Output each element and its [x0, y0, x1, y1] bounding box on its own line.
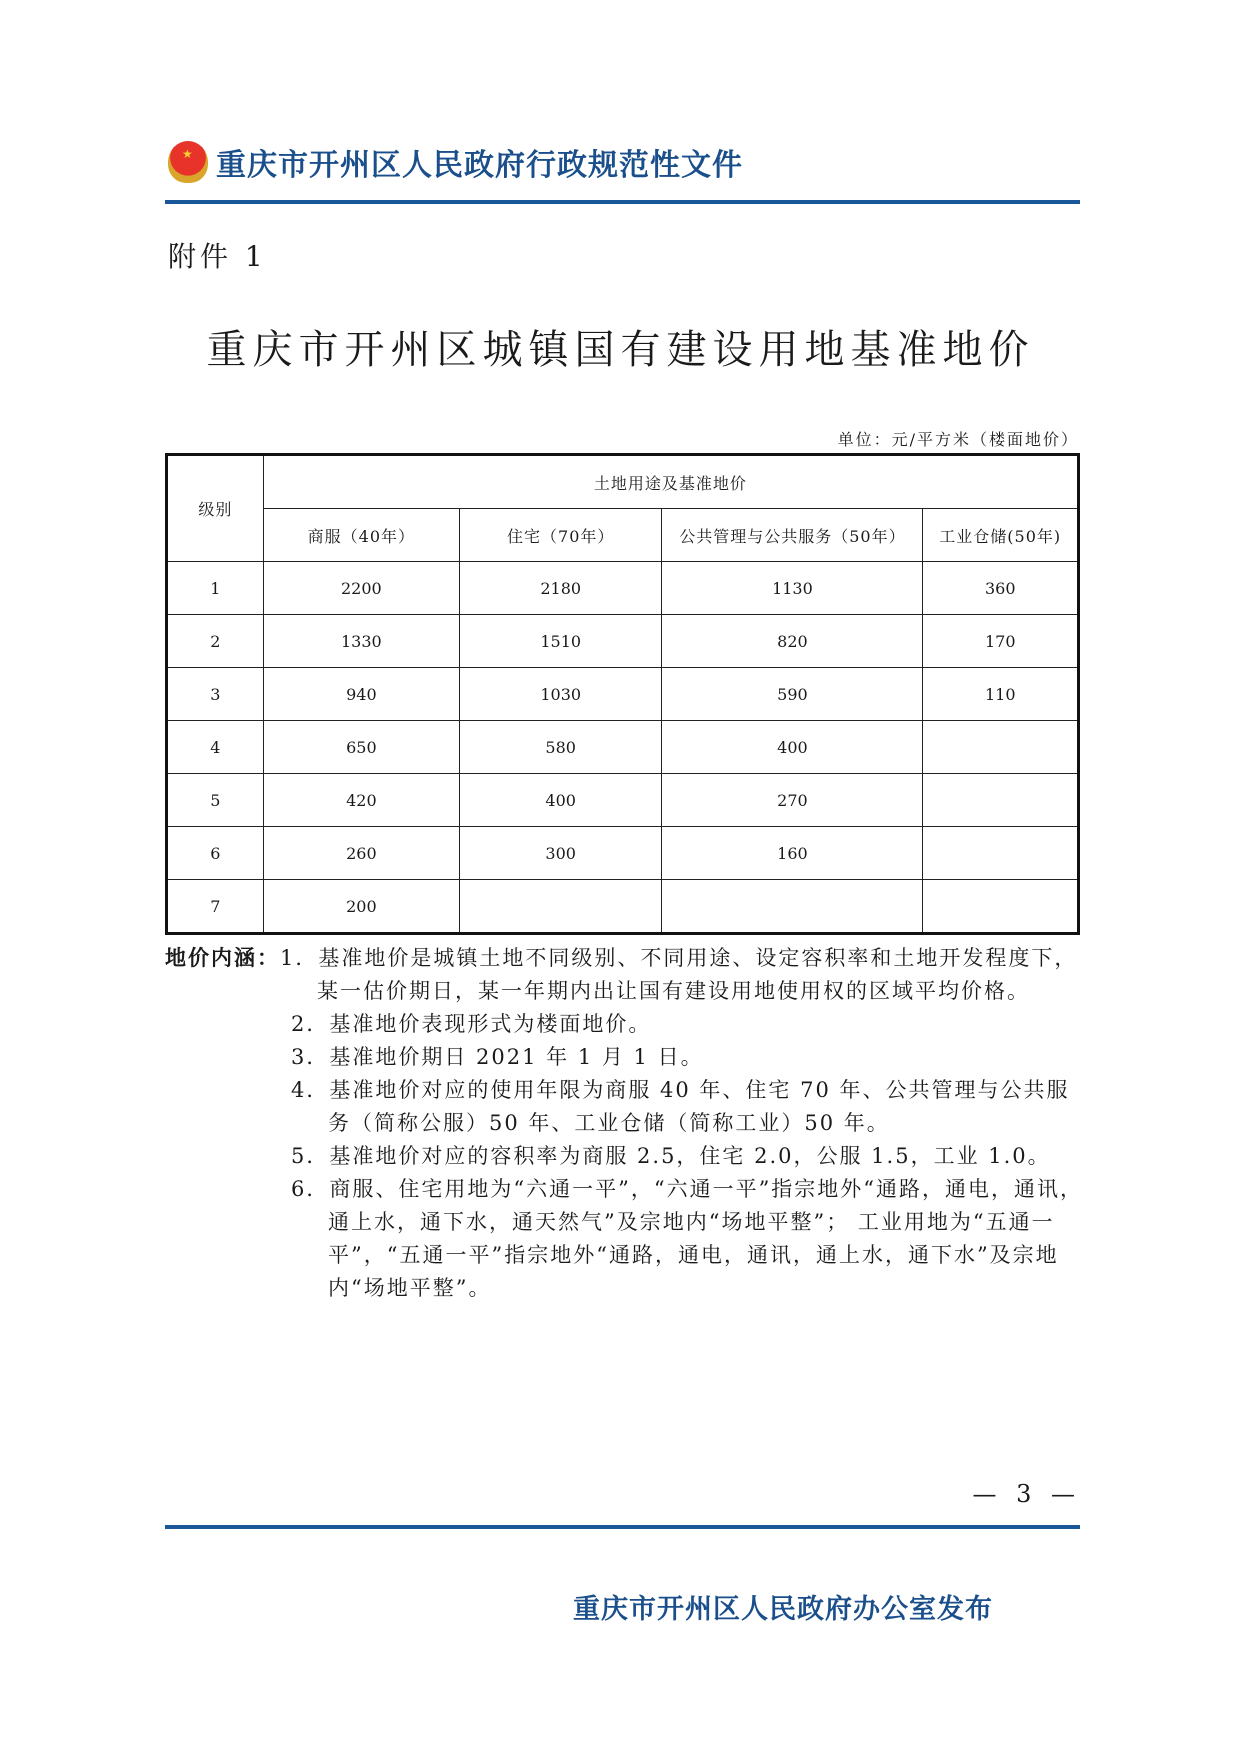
- value-cell: 110: [923, 668, 1079, 721]
- value-cell: 400: [460, 774, 662, 827]
- value-cell: 650: [263, 721, 459, 774]
- value-cell: 200: [263, 880, 459, 934]
- document-header: [168, 140, 743, 184]
- notes-label: 地价内涵：: [165, 946, 280, 970]
- value-cell: 160: [662, 827, 923, 880]
- note-item: 5．基准地价对应的容积率为商服 2.5，住宅 2.0，公服 1.5，工业 1.0。: [291, 1144, 1051, 1168]
- document-title: 重庆市开州区城镇国有建设用地基准地价: [206, 327, 1035, 373]
- level-cell: 1: [167, 562, 264, 615]
- group-header: 土地用途及基准地价: [263, 455, 1078, 509]
- table-row: [167, 827, 1079, 880]
- note-item: 6．商服、住宅用地为“六通一平”，“六通一平”指宗地外“通路，通电，通讯，通上水，通下水，通天然气”及宗地内“场地平整”； 工业用地为“五通一平”，“五通一平”指宗地外“通路，通电，通讯，通上水，通下水”及宗地内“场地平整”。: [291, 1177, 1084, 1300]
- value-cell: 400: [662, 721, 923, 774]
- table-row: [167, 668, 1079, 721]
- value-cell: 300: [460, 827, 662, 880]
- price-notes: [165, 942, 1085, 1305]
- table-row: [167, 774, 1079, 827]
- value-cell: 820: [662, 615, 923, 668]
- value-cell: 260: [263, 827, 459, 880]
- value-cell: 1330: [263, 615, 459, 668]
- value-cell: [923, 880, 1079, 934]
- value-cell: 170: [923, 615, 1079, 668]
- value-cell: 590: [662, 668, 923, 721]
- value-cell: [923, 721, 1079, 774]
- level-cell: 7: [167, 880, 264, 934]
- column-header: 住宅（70年）: [460, 509, 662, 562]
- column-header: 商服（40年）: [263, 509, 459, 562]
- level-header: 级别: [167, 455, 264, 562]
- value-cell: [662, 880, 923, 934]
- land-price-table: [165, 453, 1080, 935]
- note-item: 1．基准地价是城镇土地不同级别、不同用途、设定容积率和土地开发程度下，某一估价期日，某一年期内出让国有建设用地使用权的区域平均价格。: [280, 946, 1078, 1003]
- footer-divider: [165, 1525, 1080, 1529]
- value-cell: 1030: [460, 668, 662, 721]
- column-header: 工业仓储(50年): [923, 509, 1079, 562]
- note-item: 2．基准地价表现形式为楼面地价。: [291, 1012, 652, 1036]
- page-number: — 3 —: [972, 1480, 1081, 1508]
- attachment-label: 附件 1: [168, 240, 267, 273]
- note-item: 3．基准地价期日 2021 年 1 月 1 日。: [291, 1045, 704, 1069]
- value-cell: [923, 827, 1079, 880]
- column-header: 公共管理与公共服务（50年）: [662, 509, 923, 562]
- level-cell: 3: [167, 668, 264, 721]
- value-cell: [923, 774, 1079, 827]
- value-cell: 420: [263, 774, 459, 827]
- table-row: [167, 721, 1079, 774]
- level-cell: 2: [167, 615, 264, 668]
- value-cell: 1510: [460, 615, 662, 668]
- value-cell: 360: [923, 562, 1079, 615]
- value-cell: 2180: [460, 562, 662, 615]
- table-row: [167, 615, 1079, 668]
- national-emblem-icon: [168, 141, 208, 183]
- unit-note: 单位：元/平方米（楼面地价）: [837, 430, 1079, 449]
- header-title: 重庆市开州区人民政府行政规范性文件: [216, 148, 743, 183]
- value-cell: 580: [460, 721, 662, 774]
- level-cell: 5: [167, 774, 264, 827]
- value-cell: 940: [263, 668, 459, 721]
- level-cell: 6: [167, 827, 264, 880]
- value-cell: [460, 880, 662, 934]
- value-cell: 1130: [662, 562, 923, 615]
- footer-publisher: 重庆市开州区人民政府办公室发布: [573, 1594, 993, 1625]
- value-cell: 2200: [263, 562, 459, 615]
- note-item: 4．基准地价对应的使用年限为商服 40 年、住宅 70 年、公共管理与公共服务（简称公服）50 年、工业仓储（简称工业）50 年。: [291, 1078, 1070, 1135]
- table-row: [167, 562, 1079, 615]
- header-divider: [165, 200, 1080, 204]
- value-cell: 270: [662, 774, 923, 827]
- level-cell: 4: [167, 721, 264, 774]
- table-row: [167, 880, 1079, 934]
